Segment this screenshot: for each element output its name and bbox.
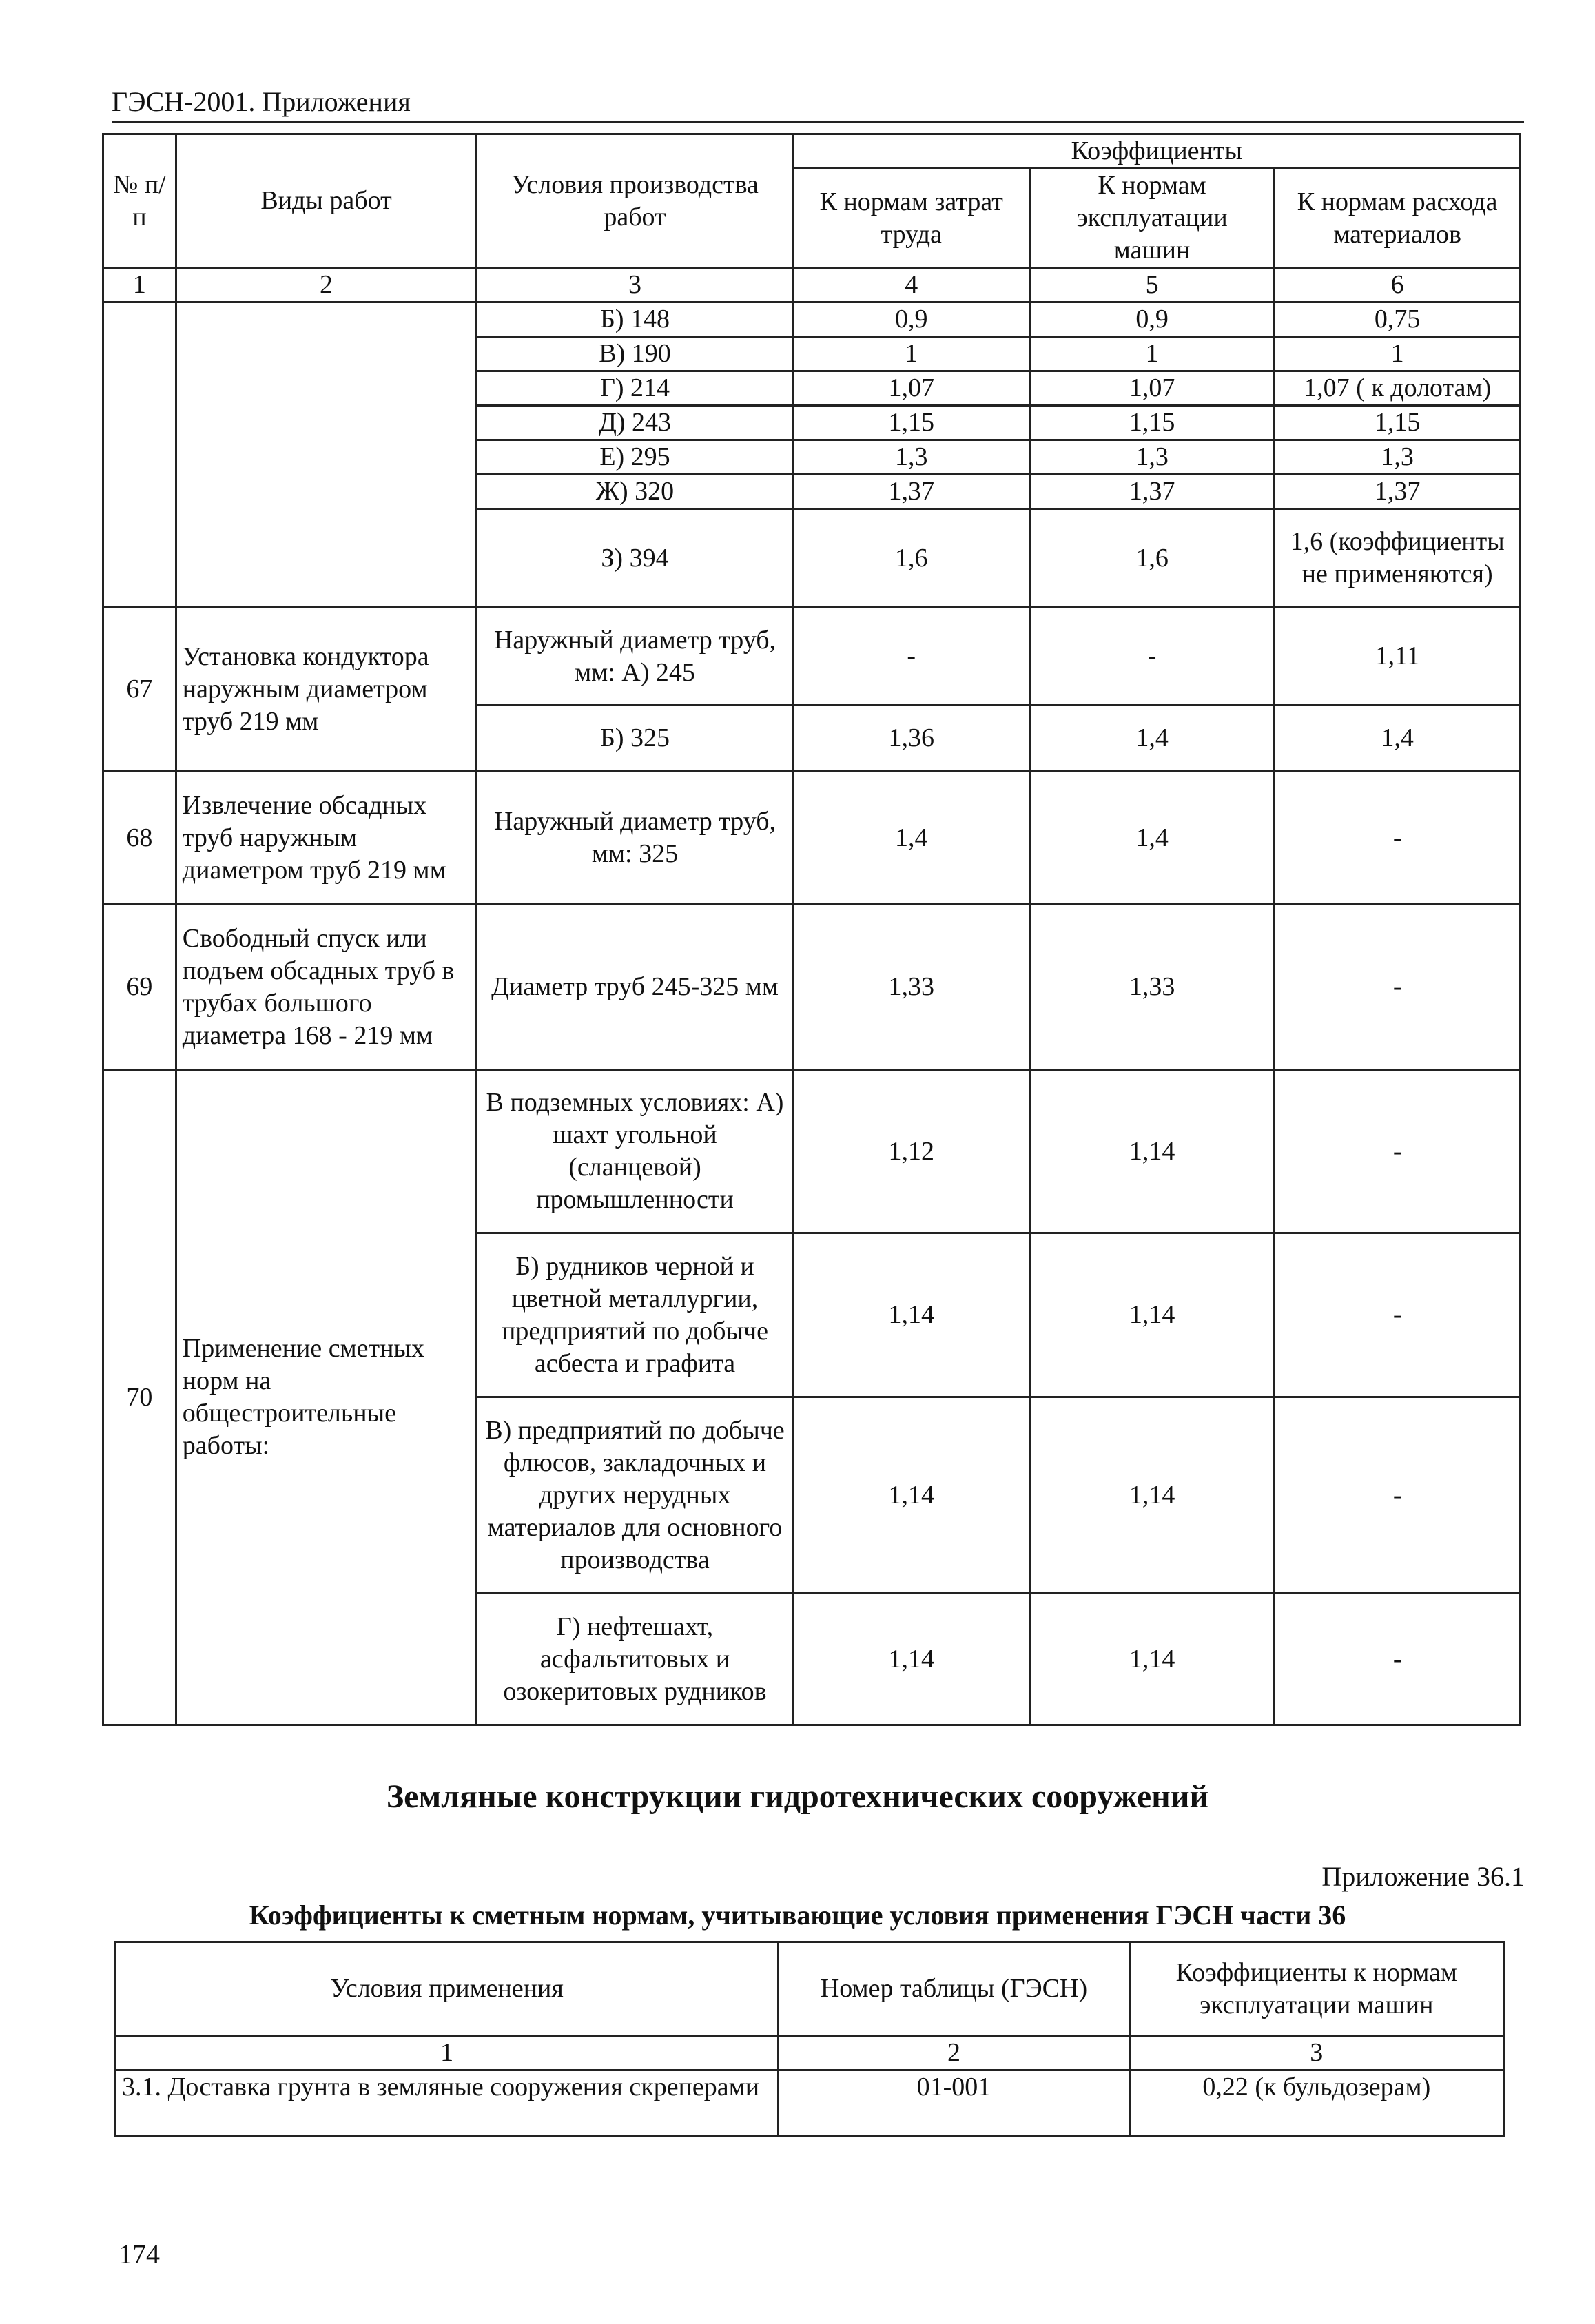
- materials-cell: -: [1275, 772, 1521, 905]
- table-row: [116, 2070, 1504, 2137]
- coefficients-table: [102, 133, 1521, 1726]
- header-machines: К нормам эксплуатации машин: [1029, 169, 1275, 268]
- materials-cell: -: [1275, 1397, 1521, 1594]
- index-cell: 2: [779, 2036, 1129, 2070]
- header-labor: К нормам затрат труда: [793, 169, 1029, 268]
- header-num: № п/п: [103, 134, 176, 268]
- materials-cell: -: [1275, 1594, 1521, 1725]
- works-cell: Извлечение обсадных труб наружным диаметром труб 219 мм: [176, 772, 477, 905]
- header-conditions: Условия производства работ: [477, 134, 793, 268]
- table-row: [103, 772, 1521, 905]
- column-index-row: [116, 2036, 1504, 2070]
- running-header: ГЭСН-2001. Приложения: [112, 86, 411, 117]
- labor-cell: 1,14: [793, 1397, 1029, 1594]
- labor-cell: 1,12: [793, 1070, 1029, 1233]
- machines-cell: 1,6: [1029, 509, 1275, 608]
- continued-works-cell: [176, 302, 477, 608]
- labor-cell: -: [793, 608, 1029, 706]
- condition-cell: В) предприятий по добыче флюсов, закладочных и других нерудных материалов для основного производства: [477, 1397, 793, 1594]
- index-cell: 3: [1129, 2036, 1503, 2070]
- materials-cell: 1,3: [1275, 440, 1521, 475]
- table-caption: Коэффициенты к сметным нормам, учитывающие условия применения ГЭСН части 36: [249, 1900, 1346, 1931]
- index-cell: 3: [477, 268, 793, 302]
- continued-num-cell: [103, 302, 176, 608]
- labor-cell: 1: [793, 337, 1029, 371]
- materials-cell: -: [1275, 1070, 1521, 1233]
- index-cell: 2: [176, 268, 477, 302]
- num-cell: 69: [103, 905, 176, 1070]
- materials-cell: 0,75: [1275, 302, 1521, 337]
- condition-cell: Д) 243: [477, 406, 793, 440]
- machines-cell: 1,14: [1029, 1594, 1275, 1725]
- machines-cell: 1,3: [1029, 440, 1275, 475]
- machines-cell: 1,07: [1029, 371, 1275, 406]
- labor-cell: 1,37: [793, 475, 1029, 509]
- materials-cell: -: [1275, 1233, 1521, 1397]
- hydraulic-coefficients-table: [114, 1941, 1505, 2137]
- machines-cell: 1,14: [1029, 1397, 1275, 1594]
- table-row: [103, 302, 1521, 337]
- labor-cell: 1,14: [793, 1594, 1029, 1725]
- table-row: [103, 1070, 1521, 1233]
- header-coefficients: Коэффициенты: [793, 134, 1520, 169]
- condition-cell: 3.1. Доставка грунта в земляные сооружения скреперами: [116, 2070, 779, 2137]
- index-cell: 5: [1029, 268, 1275, 302]
- materials-cell: 1,37: [1275, 475, 1521, 509]
- materials-cell: 1,11: [1275, 608, 1521, 706]
- num-cell: 70: [103, 1070, 176, 1725]
- materials-cell: 1: [1275, 337, 1521, 371]
- condition-cell: Наружный диаметр труб, мм: А) 245: [477, 608, 793, 706]
- table-row: [103, 905, 1521, 1070]
- condition-cell: Б) 148: [477, 302, 793, 337]
- condition-cell: Б) 325: [477, 706, 793, 772]
- labor-cell: 1,4: [793, 772, 1029, 905]
- condition-cell: В подземных условиях: А) шахт угольной (сланцевой) промышленности: [477, 1070, 793, 1233]
- header-rule: [112, 121, 1524, 123]
- index-cell: 1: [103, 268, 176, 302]
- table-row: [103, 608, 1521, 706]
- machines-cell: -: [1029, 608, 1275, 706]
- labor-cell: 1,36: [793, 706, 1029, 772]
- condition-cell: В) 190: [477, 337, 793, 371]
- materials-cell: 1,4: [1275, 706, 1521, 772]
- header-works: Виды работ: [176, 134, 477, 268]
- labor-cell: 1,3: [793, 440, 1029, 475]
- machines-cell: 0,9: [1029, 302, 1275, 337]
- header-table-number: Номер таблицы (ГЭСН): [779, 1942, 1129, 2036]
- works-cell: Установка кондуктора наружным диаметром труб 219 мм: [176, 608, 477, 772]
- header-conditions: Условия применения: [116, 1942, 779, 2036]
- num-cell: 68: [103, 772, 176, 905]
- index-cell: 1: [116, 2036, 779, 2070]
- section-title: Земляные конструкции гидротехнических сооружений: [386, 1778, 1209, 1815]
- machines-cell: 1,37: [1029, 475, 1275, 509]
- labor-cell: 1,6: [793, 509, 1029, 608]
- appendix-label: Приложение 36.1: [1321, 1861, 1525, 1892]
- condition-cell: Е) 295: [477, 440, 793, 475]
- column-index-row: [103, 268, 1521, 302]
- header-machine-coef: Коэффициенты к нормам эксплуатации машин: [1129, 1942, 1503, 2036]
- machines-cell: 1,15: [1029, 406, 1275, 440]
- condition-cell: Ж) 320: [477, 475, 793, 509]
- works-cell: Применение сметных норм на общестроительные работы:: [176, 1070, 477, 1725]
- machines-cell: 1,4: [1029, 772, 1275, 905]
- coefficient-cell: 0,22 (к бульдозерам): [1129, 2070, 1503, 2137]
- condition-cell: З) 394: [477, 509, 793, 608]
- machines-cell: 1,14: [1029, 1233, 1275, 1397]
- table-number-cell: 01-001: [779, 2070, 1129, 2137]
- num-cell: 67: [103, 608, 176, 772]
- labor-cell: 1,33: [793, 905, 1029, 1070]
- labor-cell: 0,9: [793, 302, 1029, 337]
- index-cell: 4: [793, 268, 1029, 302]
- header-materials: К нормам расхода материалов: [1275, 169, 1521, 268]
- labor-cell: 1,15: [793, 406, 1029, 440]
- materials-cell: 1,6 (коэффициенты не применяются): [1275, 509, 1521, 608]
- machines-cell: 1,14: [1029, 1070, 1275, 1233]
- condition-cell: Г) нефтешахт, асфальтитовых и озокеритовых рудников: [477, 1594, 793, 1725]
- condition-cell: Наружный диаметр труб, мм: 325: [477, 772, 793, 905]
- machines-cell: 1,33: [1029, 905, 1275, 1070]
- condition-cell: Г) 214: [477, 371, 793, 406]
- machines-cell: 1,4: [1029, 706, 1275, 772]
- materials-cell: 1,07 ( к долотам): [1275, 371, 1521, 406]
- materials-cell: 1,15: [1275, 406, 1521, 440]
- works-cell: Свободный спуск или подъем обсадных труб в трубах большого диаметра 168 - 219 мм: [176, 905, 477, 1070]
- index-cell: 6: [1275, 268, 1521, 302]
- labor-cell: 1,07: [793, 371, 1029, 406]
- machines-cell: 1: [1029, 337, 1275, 371]
- condition-cell: Диаметр труб 245-325 мм: [477, 905, 793, 1070]
- labor-cell: 1,14: [793, 1233, 1029, 1397]
- page-number: 174: [119, 2239, 160, 2270]
- condition-cell: Б) рудников черной и цветной металлургии, предприятий по добыче асбеста и графита: [477, 1233, 793, 1397]
- materials-cell: -: [1275, 905, 1521, 1070]
